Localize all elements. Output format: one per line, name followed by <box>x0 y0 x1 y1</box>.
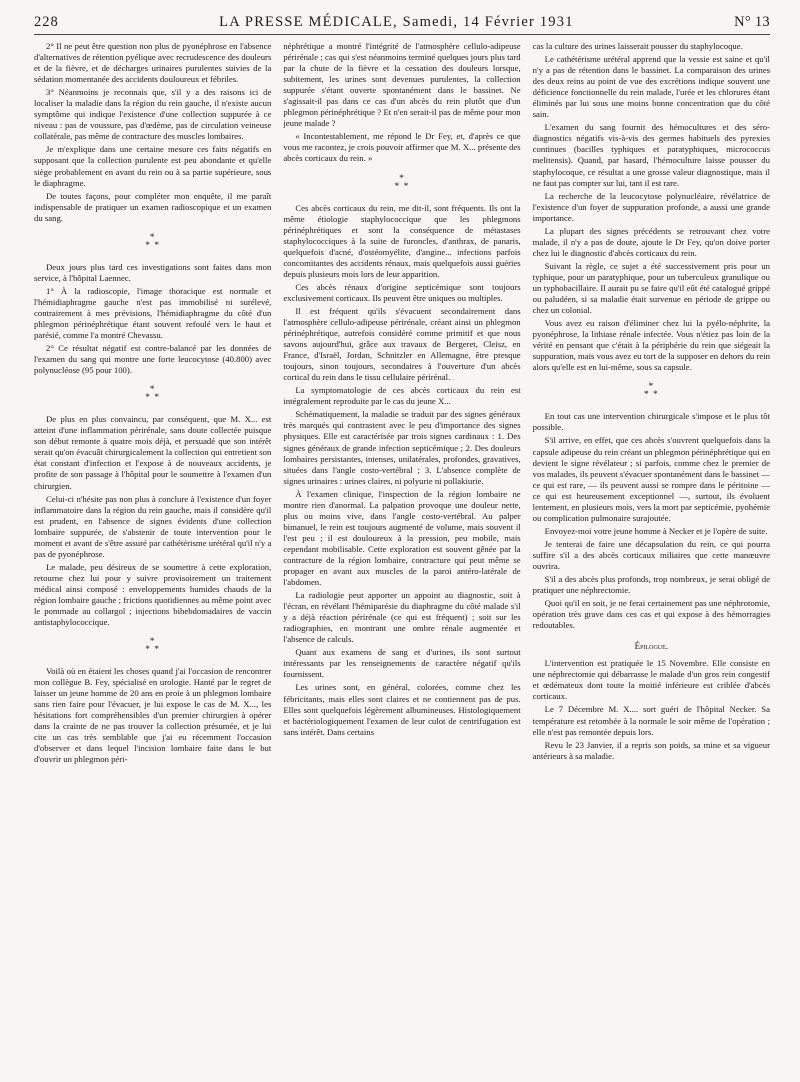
epilogue-heading: Épilogue. <box>634 641 669 652</box>
paragraph: « Incontestablement, me répond le Dr Fey, et, d'après ce que vous me racontez, je crois pouvoir affirmer que M. X... présente des abcès corticaux du rein. » <box>283 131 521 164</box>
column-2 <box>283 41 520 768</box>
paragraph: Quoi qu'il en soit, je ne ferai certainement pas une néphrotomie, opération très grave dans ces cas et qui expose à des hémorragies redoutables. <box>532 598 770 631</box>
paragraph: À l'examen clinique, l'inspection de la région lombaire ne montre rien d'anormal. La palpation provoque une douleur nette, plus ou moins vive, dans l'angle costo-vertébral. Au palper bimanuel, le rein est toujours augmenté de volume, mais souvent il l'est peu ; il est douloureux à la pression, peu mobile, mais cependant mobilisable. Cette exploration est souvent gênée par la contracture de la région lombaire, contracture qui peut même se propager en avant aux muscles de la paroi antéro-latérale de l'abdomen. <box>283 488 521 588</box>
paragraph: L'examen du sang fournit des hémocultures et des séro-diagnostics négatifs vis-à-vis des germes habituels des pyrexies continues (bacilles typhiques et paratyphiques, micrococcus melitensis). Quand, par hasard, l'hémoculture laisse pousser du staphylocoque, ce résultat a une grosse valeur diagnostique, mais il ne faut pas compter sur lui, tant il est rare. <box>532 122 770 188</box>
paragraph: Je m'explique dans une certaine mesure ces faits négatifs en supposant que la collection purulente est peu abondante et qu'elle siège probablement en avant du rein ou à sa partie supérieure, sous le diaphragme. <box>34 144 272 188</box>
paragraph: Le cathétérisme urétéral apprend que la vessie est saine et qu'il n'y a pas de rétention dans le bassinet. La comparaison des urines des deux reins au point de vue des excrétions indique souvent une déficience fonctionnelle du rein malade, l'urée et les chlorures étant éliminés par lui sous une moins bonne concentration que du côté sain. <box>532 54 770 120</box>
paragraph: Schématiquement, la maladie se traduit par des signes généraux très marqués qui contrastent avec le peu d'importance des signes physiques. Elle est caractérisée par trois signes cardinaux : 1. Des signes généraux de grande infection septicémique ; 2. Des douleurs lombaires persistantes, intenses, unilatérales, profondes, gravatives, situées dans l'angle costo-vertébral ; 3. L'absence complète de signes urinaires : urines claires, ni polyurie ni pollakiurie. <box>283 409 521 486</box>
paragraph: Envoyez-moi votre jeune homme à Necker et je l'opère de suite. <box>544 525 768 536</box>
journal-title: LA PRESSE MÉDICALE, Samedi, 14 Février 1931 <box>219 14 574 30</box>
article-columns <box>34 41 770 768</box>
paragraph: La recherche de la leucocytose polynucléaire, révélatrice de l'existence d'un foyer de suppuration profonde, a aussi une grande importance. <box>532 190 770 223</box>
page-header <box>34 14 770 35</box>
paragraph: néphrétique a montré l'intégrité de l'atmosphère cellulo-adipeuse périrénale ; cas qui s'est néanmoins terminé quelques jours plus tard par la chute de la fièvre et la cessation des douleurs lorsque, subitement, les urines sont devenues purulentes, la collection suppurée s'étant ouverte spontanément dans le bassinet. Ne s'agissait-il pas dans ce cas d'un abcès du rein plutôt que d'un phlegmon périnéphrétique ? Et n'en serait-il pas de même pour mon jeune malade ? <box>283 41 521 129</box>
issue-number: N° 13 <box>734 14 770 30</box>
paragraph: La symptomatologie de ces abcès corticaux du rein est intégralement reproduite par le cas du jeune X... <box>283 385 521 407</box>
section-separator: * * * <box>643 382 659 401</box>
paragraph: Quant aux examens de sang et d'urines, ils sont surtout intéressants par les renseignements de caractère négatif qu'ils fournissent. <box>283 647 521 680</box>
section-separator: * * * <box>145 232 161 251</box>
paragraph: 2° Ce résultat négatif est contre-balancé par les données de l'examen du sang qui montre une forte leucocytose (40.800) avec polynucléose (95 pour 100). <box>34 343 272 376</box>
paragraph: Revu le 23 Janvier, il a repris son poids, sa mine et sa vigueur antérieurs à sa maladie. <box>532 739 770 761</box>
paragraph: S'il a des abcès plus profonds, trop nombreux, je serai obligé de pratiquer une néphrectomie. <box>532 574 770 596</box>
paragraph: Le 7 Décembre M. X.... sort guéri de l'hôpital Necker. Sa température est retombée à la normale le soir même de l'opération ; elle n'est pas remontée depuis lors. <box>532 704 770 737</box>
paragraph: De plus en plus convaincu, par conséquent, que M. X... est atteint d'une inflammation périrénale, sans doute collectée puisque son début remonte à quatre mois déjà, et persuadé que son intérêt serait qu'on évacuât chirurgicalement la collection qui entretient son état constant d'infection et l'expose à de nouveaux accidents, je profite de son passage à l'hôpital pour le soumettre à l'examen d'un chirurgien. <box>34 414 272 491</box>
paragraph: Le malade, peu désireux de se soumettre à cette exploration, retourne chez lui pour y suivre provisoirement un traitement médical ainsi composé : enveloppements humides chauds de la région lombaire gauche ; frictions quotidiennes au même point avec le pommade au collargol ; injections bihebdomadaires de vaccin antistaphylococcique. <box>34 561 272 628</box>
paragraph: En tout cas une intervention chirurgicale s'impose et le plus tôt possible. <box>532 411 770 433</box>
paragraph: 2° Il ne peut être question non plus de pyonéphrose en l'absence d'alternatives de rétention pyélique avec recrudescence des douleurs et de la fièvre, et de décharges urinaires purulentes suivies de la sédation momentanée des accidents douloureux et fébriles. <box>34 41 272 85</box>
section-separator: * * * <box>145 637 161 656</box>
paragraph: Voilà où en étaient les choses quand j'ai l'occasion de rencontrer mon collègue B. Fey, spécialisé en urologie. Hanté par le regret de laisser un jeune homme de 20 ans en proie à un phlegmon lombaire sans rien faire pour l'évacuer, je lui expose le cas de M. X..., les hésitations fort compréhensibles d'un premier chirurgien à opérer dans la crainte de ne pas trouver la collection présumée, et je lui cite un cas très semblable que j'ai eu récemment l'occasion d'observer et dans lequel l'incision lombaire faite dans le but d'ouvrir un phlegmon péri- <box>34 666 272 765</box>
paragraph: La plupart des signes précédents se retrouvant chez votre malade, il n'y a pas de doute, ajoute le Dr Fey, qu'on doive porter chez lui le diagnostic d'abcès corticaux du rein. <box>532 225 770 258</box>
paragraph: La radiologie peut apporter un appoint au diagnostic, soit à l'écran, en révélant l'hémiparésie du diaphragme du côté malade s'il y a déjà réaction périrénale (ce qui est fréquent) ; soit sur les radiographies, en montrant une ombre rénale augmentée et l'absence de calculs. <box>283 590 521 645</box>
paragraph: De toutes façons, pour compléter mon enquête, il me paraît indispensable de pratiquer un examen radioscopique et un examen du sang. <box>34 190 272 223</box>
paragraph: 3° Néanmoins je reconnais que, s'il y a des raisons ici de localiser la maladie dans la région du rein gauche, il n'existe aucun symptôme qui indique l'existence d'une collection suppurée à ce niveau : pas de voussure, pas d'œdème, pas de circulation veineuse collatérale, pas même de contracture des muscles lombaires. <box>34 87 272 142</box>
page-number: 228 <box>34 14 59 30</box>
paragraph: L'intervention est pratiquée le 15 Novembre. Elle consiste en une néphrectomie qui débarrasse le malade d'un gros rein congestif et œdémateux dont toute la moitié inférieure est criblée d'abcès corticaux. <box>532 658 770 702</box>
paragraph: Il est fréquent qu'ils s'évacuent secondairement dans l'atmosphère cellulo-adipeuse périrénale, créant ainsi un phlegmon périnéphrétique, autrefois considéré comme primitif et que nous savons aujourd'hui, grâce aux travaux de Bergeret, Cleisz, en France, d'Israël, Jordan, Schnitzler en Allemagne, être presque toujours, sinon toujours, secondaires à l'ouverture d'un abcès cortical du rein dans le tissu cellulaire périrénal. <box>283 305 521 383</box>
paragraph: Vous avez eu raison d'éliminer chez lui la pyélo-néphrite, la pyonéphrose, la lithiase rénale infectée. Vous n'étiez pas loin de la vérité en pensant que c'était à la périphérie du rein que siégeait la suppuration, mais vous avez eu tort de la supposer en dehors du rein alors qu'elle est en lui-même, sous sa capsule. <box>532 318 770 373</box>
paragraph: Ces abcès corticaux du rein, me dit-il, sont fréquents. Ils ont la même étiologie staphylococcique que les phlegmons périnéphrétiques et sont la conséquence de métastases staphylococciques à la suite de furoncles, d'anthrax, de panaris, quelquefois d'acné, d'ostéomyélite, d'angine... infections parfois concomitantes des accidents rénaux, mais quelquefois aussi guéries depuis plusieurs mois lors de leur apparition. <box>283 202 521 279</box>
paragraph: cas la culture des urines laisserait pousser du staphylocoque. <box>532 41 743 51</box>
paragraph: Suivant la règle, ce sujet a été successivement pris pour un typhique, pour un paratyphique, pour un tuberculeux granulique ou un typhobacillaire. Il aurait pu se faire qu'il eût été catalogué grippé ou paludéen, si sa maladie était survenue en période de grippe ou chez un colonial. <box>532 260 770 316</box>
column-3 <box>533 41 770 768</box>
paragraph: Les urines sont, en général, colorées, comme chez les fébricitants, mais elles sont claires et ne contiennent pas de pus. Elles sont quelquefois légèrement albumineuses. Histologiquement et bactériologiquement l'examen de leur culot de centrifugation est sans intérêt. Dans certains <box>283 682 521 737</box>
paragraph: S'il arrive, en effet, que ces abcès s'ouvrent quelquefois dans la capsule adipeuse du rein créant un phlegmon périnéphrétique qui en devient le signe révélateur ; si parfois, comme chez le premier de vos malades, ils peuvent s'évacuer spontanément dans le bassinet — ce qui est rare, — ils peuvent aussi se rompre dans le péritoine — ce qui est heureusement exceptionnel —, surtout, ils évoluent lentement, en plusieurs mois, vers la mort par septicémie, pyohémie ou complication pulmonaire surajoutée. <box>532 435 770 523</box>
column-1 <box>34 41 271 768</box>
section-separator: * * * <box>145 385 161 404</box>
paragraph: Je tenterai de faire une décapsulation du rein, ce qui pourra suffire s'il a des abcès corticaux miliaires que cette manœuvre ouvrira. <box>532 538 770 571</box>
paragraph: Deux jours plus tard ces investigations sont faites dans mon service, à l'hôpital Laennec. <box>34 261 272 283</box>
paragraph: Ces abcès rénaux d'origine septicémique sont toujours exclusivement corticaux. Ils peuvent être uniques ou multiples. <box>283 281 521 303</box>
paragraph: Celui-ci n'hésite pas non plus à conclure à l'existence d'un foyer inflammatoire dans la région du rein gauche, mais il considère qu'il est prudent, en l'absence de signes évidents d'une collection lombaire suppurée, de s'abstenir de toute intervention pour le moment et avant de s'être assuré par cathétérisme urétéral qu'il n'y a pas de pyonéphrose. <box>34 493 272 559</box>
section-separator: * * * <box>394 173 410 192</box>
paragraph: 1° À la radioscopie, l'image thoracique est normale et l'hémidiaphragme gauche n'est pas immobilisé ni surélevé, contrairement à mes prévisions, l'hémidiaphragme du côté d'un phlegmon périnéphrétique étant souvent refoulé vers le haut et parésié, comme l'a montré Chevassu. <box>34 285 272 341</box>
